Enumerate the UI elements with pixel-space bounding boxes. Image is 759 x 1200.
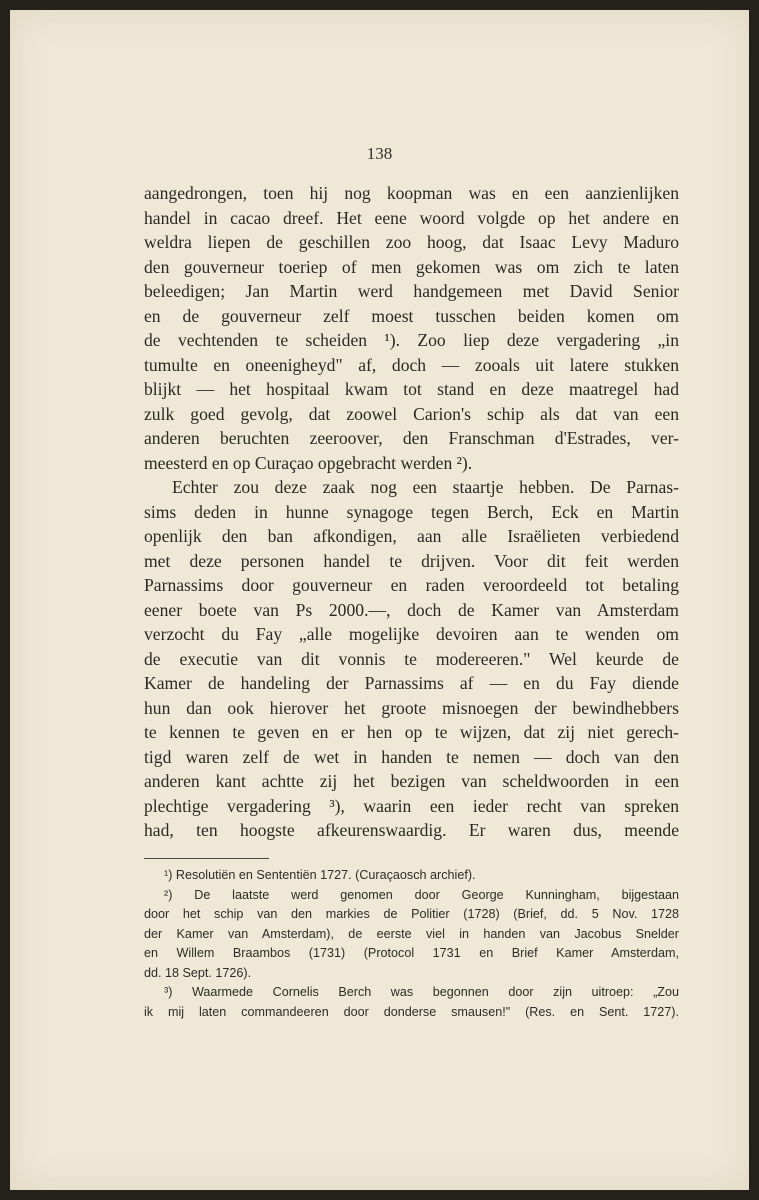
text-line: anderen beruchten zeeroover, den Franschman d'Estrades, ver- bbox=[144, 428, 679, 448]
footnote-line: ³) Waarmede Cornelis Berch was begonnen door zijn uitroep: „Zou bbox=[164, 985, 679, 999]
text-line: hun dan ook hierover het groote misnoegen der bewindhebbers bbox=[144, 697, 679, 718]
text-line: beleedigen; Jan Martin werd handgemeen met David Senior bbox=[144, 281, 679, 301]
text-line: blijkt — het hospitaal kwam tot stand en deze maatregel had bbox=[144, 379, 679, 399]
text-line: anderen kant achtte zij het bezigen van scheldwoorden in een bbox=[144, 771, 679, 791]
text-line: Kamer de handeling der Parnassims af — en du Fay diende bbox=[144, 673, 679, 693]
text-line: plechtige vergadering ³), waarin een ieder recht van spreken bbox=[144, 795, 679, 816]
text-line: eener boete van Ps 2000.—, doch de Kamer van Amsterdam bbox=[144, 599, 679, 620]
footnote-line: dd. 18 Sept. 1726). bbox=[144, 965, 252, 980]
text-line: verzocht du Fay „alle mogelijke devoiren aan te wenden om bbox=[144, 624, 679, 644]
text-line: weldra liepen de geschillen zoo hoog, dat Isaac Levy Maduro bbox=[144, 232, 679, 252]
main-text bbox=[144, 181, 679, 843]
text-line: de executie van dit vonnis te modereeren." Wel keurde de bbox=[144, 648, 679, 669]
text-line: Echter zou deze zaak nog een staartje hebben. De Parnas- bbox=[172, 477, 679, 497]
text-line: handel in cacao dreef. Het eene woord volgde op het andere en bbox=[144, 207, 679, 228]
footnote-line: der Kamer van Amsterdam), de eerste viel in handen van Jacobus Snelder bbox=[144, 926, 679, 941]
footnote-line: door het schip van den markies de Politier (1728) (Brief, dd. 5 Nov. 1728 bbox=[144, 907, 679, 921]
footnote-divider bbox=[144, 858, 269, 859]
text-line: meesterd en op Curaçao opgebracht werden ²). bbox=[144, 452, 473, 473]
footnote-line: ik mij laten commandeeren door donderse smausen!" (Res. en Sent. 1727). bbox=[144, 1004, 679, 1019]
text-line: tumulte en oneenigheyd" af, doch — zooals uit latere stukken bbox=[144, 354, 679, 375]
footnote-line: ¹) Resolutiën en Sententiën 1727. (Curaçaosch archief). bbox=[164, 868, 476, 882]
text-line: sims deden in hunne synagoge tegen Berch, Eck en Martin bbox=[144, 501, 679, 522]
text-line: en de gouverneur zelf moest tusschen beiden komen om bbox=[144, 305, 679, 326]
footnote-line: en Willem Braambos (1731) (Protocol 1731 en Brief Kamer Amsterdam, bbox=[144, 946, 679, 960]
book-page bbox=[10, 10, 749, 1190]
footnote-line: ²) De laatste werd genomen door George Kunningham, bijgestaan bbox=[164, 887, 679, 902]
text-line: te kennen te geven en er hen op te wijzen, dat zij niet gerech- bbox=[144, 722, 679, 742]
text-line: met deze personen handel te drijven. Voor dit feit werden bbox=[144, 550, 679, 571]
text-line: had, ten hoogste afkeurenswaardig. Er waren dus, meende bbox=[144, 820, 679, 840]
text-line: Parnassims door gouverneur en raden veroordeeld tot betaling bbox=[144, 575, 679, 595]
text-line: zulk goed gevolg, dat zoowel Carion's schip als dat van een bbox=[144, 403, 679, 424]
text-line: openlijk den ban afkondigen, aan alle Israëlieten verbiedend bbox=[144, 526, 679, 546]
text-line: tigd waren zelf de wet in handen te nemen — doch van den bbox=[144, 746, 679, 767]
footnotes bbox=[144, 866, 679, 1022]
page-number: 138 bbox=[366, 144, 393, 163]
text-line: den gouverneur toeriep of men gekomen was om zich te laten bbox=[144, 256, 679, 277]
text-line: aangedrongen, toen hij nog koopman was en een aanzienlijken bbox=[144, 183, 679, 203]
text-line: de vechtenden te scheiden ¹). Zoo liep deze vergadering „in bbox=[144, 330, 679, 350]
